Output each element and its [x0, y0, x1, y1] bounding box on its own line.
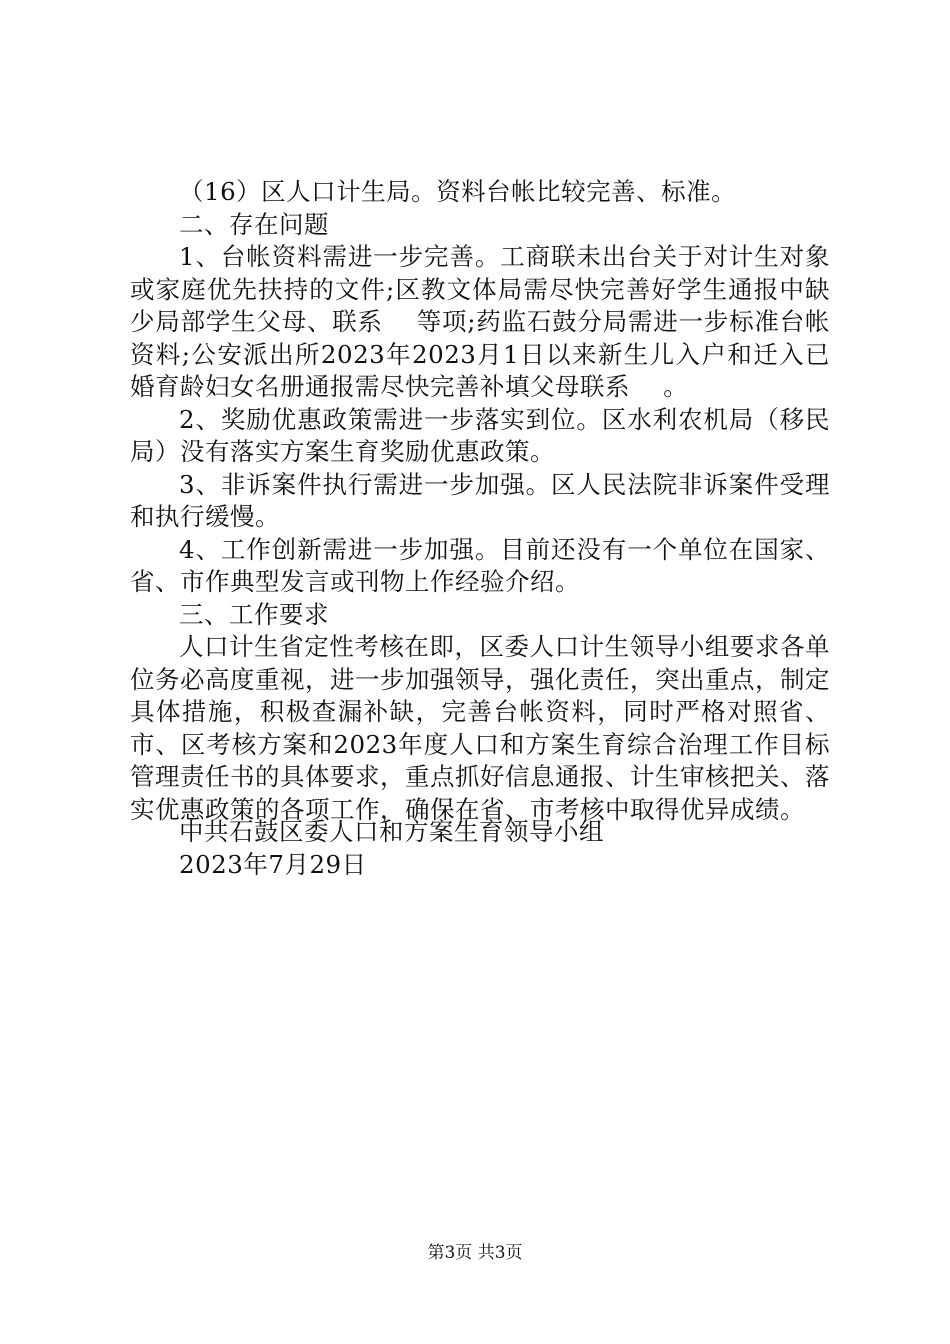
paragraph-requirements: 人口计生省定性考核在即，区委人口计生领导小组要求各单位务必高度重视，进一步加强领导，强化责任，突出重点，制定具体措施，积极查漏补缺，完善台帐资料，同时严格对照省、市、区考核方案和2023年度人口和方案生育综合治理工作目标管理责任书的具体要求，重点抓好信息通报、计生审核把关、落实优惠政策的各项工作，确保在省、市考核中取得优异成绩。 — [130, 632, 830, 824]
signature-organization: 中共石鼓区委人口和方案生育领导小组 — [179, 817, 604, 846]
section-heading-problems: 二、存在问题 — [179, 209, 329, 239]
document-body — [130, 176, 830, 826]
paragraph-problem-4: 4、工作创新需进一步加强。目前还没有一个单位在国家、省、市作典型发言或刊物上作经验介绍。 — [130, 534, 830, 596]
paragraph-item-16-summary: （16）区人口计生局。资料台帐比较完善、标准。 — [179, 177, 737, 206]
signature-date: 2023年7月29日 — [179, 850, 367, 879]
page-footer: 第3页 共3页 — [427, 1243, 523, 1263]
paragraph-problem-2: 2、奖励优惠政策需进一步落实到位。区水利农机局（移民局）没有落实方案生育奖励优惠政策。 — [130, 404, 830, 466]
section-heading-requirements: 三、工作要求 — [179, 599, 329, 629]
paragraph-problem-3: 3、非诉案件执行需进一步加强。区人民法院非诉案件受理和执行缓慢。 — [130, 469, 830, 531]
paragraph-problem-1: 1、台帐资料需进一步完善。工商联未出台关于对计生对象或家庭优先扶持的文件;区教文体局需尽快完善好学生通报中缺少局部学生父母、联系 等项;药监石鼓分局需进一步标准台帐资料;公安派出所2023年2023月1日以来新生儿入户和迁入已婚育龄妇女名册通报需尽快完善补填父母联系 。 — [130, 242, 830, 401]
signature-block — [179, 815, 604, 881]
